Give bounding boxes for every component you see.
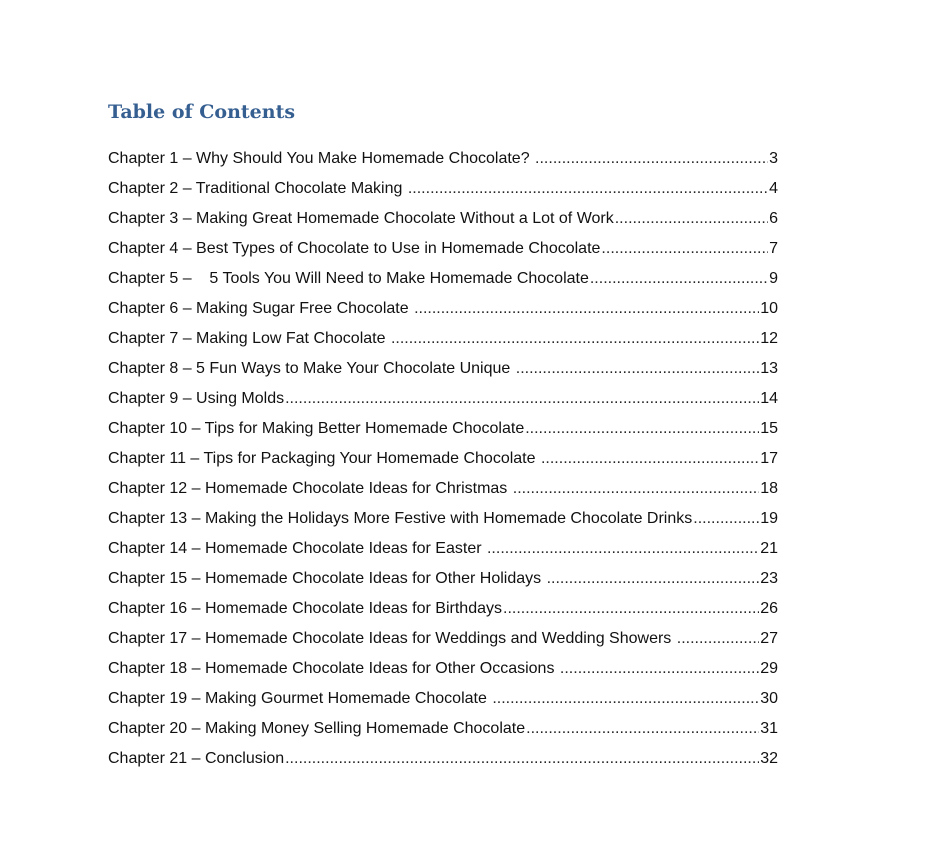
toc-entry-title[interactable]: Chapter 12 – Homemade Chocolate Ideas for Christmas	[108, 480, 512, 497]
toc-list	[108, 150, 778, 780]
toc-entry[interactable]	[108, 600, 778, 630]
toc-entry-title[interactable]: Chapter 9 – Using Molds	[108, 390, 285, 407]
toc-entry[interactable]	[108, 240, 778, 270]
toc-entry[interactable]	[108, 510, 778, 540]
toc-entry-title[interactable]: Chapter 20 – Making Money Selling Homemade Chocolate	[108, 720, 526, 737]
toc-entry-title[interactable]: Chapter 5 – 5 Tools You Will Need to Make Homemade Chocolate	[108, 270, 589, 287]
toc-entry-page-number[interactable]: 17	[760, 450, 778, 467]
toc-entry-page-number[interactable]: 23	[760, 570, 778, 587]
toc-dot-leader	[503, 600, 759, 618]
toc-entry-page-number[interactable]: 13	[760, 360, 778, 377]
toc-dot-leader	[492, 690, 759, 708]
toc-entry[interactable]	[108, 660, 778, 690]
toc-entry[interactable]	[108, 360, 778, 390]
toc-entry[interactable]	[108, 720, 778, 750]
toc-entry-page-number[interactable]: 4	[769, 180, 778, 197]
toc-dot-leader	[513, 480, 759, 498]
toc-entry-title[interactable]: Chapter 14 – Homemade Chocolate Ideas for Easter	[108, 540, 486, 557]
toc-entry-page-number[interactable]: 29	[760, 660, 778, 677]
toc-entry-page-number[interactable]: 30	[760, 690, 778, 707]
toc-entry-title[interactable]: Chapter 3 – Making Great Homemade Chocolate Without a Lot of Work	[108, 210, 614, 227]
toc-entry[interactable]	[108, 450, 778, 480]
toc-entry-title[interactable]: Chapter 16 – Homemade Chocolate Ideas for Birthdays	[108, 600, 502, 617]
toc-entry-title[interactable]: Chapter 13 – Making the Holidays More Festive with Homemade Chocolate Drinks	[108, 510, 693, 527]
toc-dot-leader	[601, 240, 768, 258]
toc-dot-leader	[677, 630, 759, 648]
toc-entry[interactable]	[108, 570, 778, 600]
toc-entry-page-number[interactable]: 3	[769, 150, 778, 167]
toc-dot-leader	[547, 570, 760, 588]
toc-entry[interactable]	[108, 270, 778, 300]
toc-entry[interactable]	[108, 330, 778, 360]
toc-entry[interactable]	[108, 540, 778, 570]
toc-dot-leader	[526, 720, 759, 738]
toc-dot-leader	[285, 750, 759, 768]
toc-entry-page-number[interactable]: 14	[760, 390, 778, 407]
toc-entry-title[interactable]: Chapter 18 – Homemade Chocolate Ideas for Other Occasions	[108, 660, 559, 677]
toc-dot-leader	[487, 540, 759, 558]
toc-entry-page-number[interactable]: 21	[760, 540, 778, 557]
toc-entry-title[interactable]: Chapter 19 – Making Gourmet Homemade Chocolate	[108, 690, 492, 707]
toc-entry-page-number[interactable]: 10	[760, 300, 778, 317]
toc-dot-leader	[414, 300, 759, 318]
toc-entry[interactable]	[108, 390, 778, 420]
toc-entry-page-number[interactable]: 12	[760, 330, 778, 347]
toc-entry-title[interactable]: Chapter 15 – Homemade Chocolate Ideas for Other Holidays	[108, 570, 546, 587]
toc-entry-title[interactable]: Chapter 8 – 5 Fun Ways to Make Your Chocolate Unique	[108, 360, 515, 377]
toc-entry-page-number[interactable]: 7	[769, 240, 778, 257]
toc-entry-page-number[interactable]: 9	[769, 270, 778, 287]
toc-dot-leader	[285, 390, 759, 408]
toc-entry-title[interactable]: Chapter 10 – Tips for Making Better Homemade Chocolate	[108, 420, 525, 437]
toc-entry-page-number[interactable]: 26	[760, 600, 778, 617]
toc-entry[interactable]	[108, 480, 778, 510]
toc-heading: Table of Contents	[108, 101, 296, 123]
toc-entry-title[interactable]: Chapter 4 – Best Types of Chocolate to Use in Homemade Chocolate	[108, 240, 601, 257]
toc-entry-page-number[interactable]: 18	[760, 480, 778, 497]
toc-entry-page-number[interactable]: 27	[760, 630, 778, 647]
toc-entry[interactable]	[108, 300, 778, 330]
toc-dot-leader	[541, 450, 759, 468]
toc-dot-leader	[693, 510, 759, 528]
toc-dot-leader	[408, 180, 768, 198]
toc-entry-title[interactable]: Chapter 1 – Why Should You Make Homemade Chocolate?	[108, 150, 535, 167]
toc-entry-page-number[interactable]: 31	[760, 720, 778, 737]
toc-entry-page-number[interactable]: 19	[760, 510, 778, 527]
toc-entry[interactable]	[108, 180, 778, 210]
toc-dot-leader	[615, 210, 768, 228]
toc-dot-leader	[560, 660, 759, 678]
toc-entry-title[interactable]: Chapter 17 – Homemade Chocolate Ideas for Weddings and Wedding Showers	[108, 630, 676, 647]
toc-entry-page-number[interactable]: 32	[760, 750, 778, 767]
toc-entry[interactable]	[108, 420, 778, 450]
toc-entry-title[interactable]: Chapter 7 – Making Low Fat Chocolate	[108, 330, 390, 347]
toc-dot-leader	[525, 420, 759, 438]
toc-entry[interactable]	[108, 630, 778, 660]
toc-entry-title[interactable]: Chapter 6 – Making Sugar Free Chocolate	[108, 300, 414, 317]
toc-entry[interactable]	[108, 150, 778, 180]
toc-entry-page-number[interactable]: 6	[769, 210, 778, 227]
toc-entry-title[interactable]: Chapter 2 – Traditional Chocolate Making	[108, 180, 407, 197]
toc-entry[interactable]	[108, 750, 778, 780]
toc-dot-leader	[590, 270, 768, 288]
toc-entry[interactable]	[108, 210, 778, 240]
toc-dot-leader	[535, 150, 768, 168]
toc-entry-title[interactable]: Chapter 21 – Conclusion	[108, 750, 285, 767]
toc-entry-title[interactable]: Chapter 11 – Tips for Packaging Your Homemade Chocolate	[108, 450, 540, 467]
toc-dot-leader	[516, 360, 759, 378]
toc-dot-leader	[391, 330, 759, 348]
toc-entry[interactable]	[108, 690, 778, 720]
toc-entry-page-number[interactable]: 15	[760, 420, 778, 437]
